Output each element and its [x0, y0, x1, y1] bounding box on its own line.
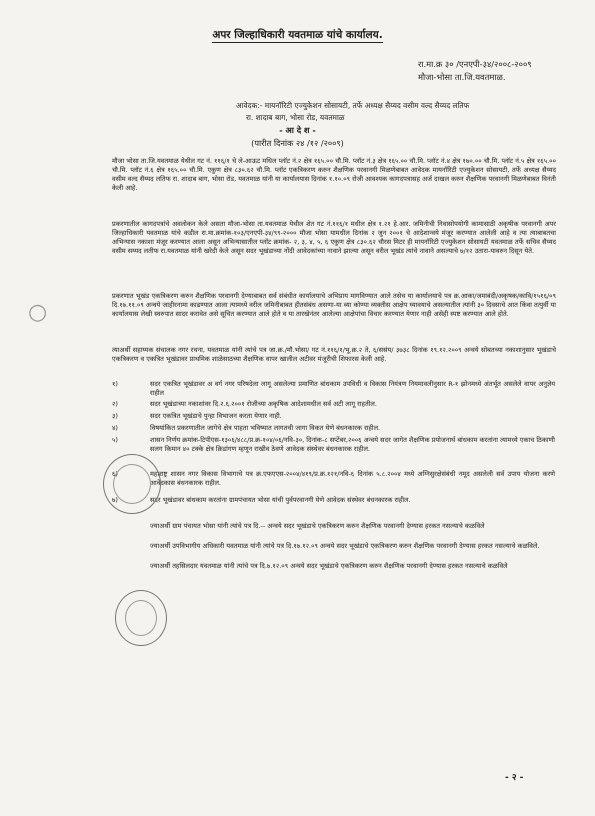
- office-seal-icon: [115, 590, 167, 646]
- condition-text: सदर भूखंडावर बांधकाम करतांना ग्रामपंचायत भोसा यांची पुर्वपरवानगी घेणे आवेदक संस्थेवर बंधनकारक राहील.: [150, 496, 411, 504]
- condition-text: शासन निर्णय क्रमांक-टिपीएस-१३०६/४८८/प्र.क्र-१०४/०६/नवि-३०, दिनांक-८ सप्टेंबर,२००६ अन्वये सदर जागेत शैक्षणिक प्रयोजनार्थ बांधकाम करतांना त्यामध्ये एकाच ठिकाणी सलग किमान ४० टक्के क्षेत्र क्रिडांगण म्हणून राखीव ठेवणे आवेदक संस्थेवर बंधनकारक राहील.: [150, 436, 555, 453]
- condition-number: ४): [112, 424, 118, 432]
- order-title: - आ दे श -: [279, 125, 316, 135]
- paragraph-4: त्याअर्थी सहाय्यक संचालक नगर रचना, यवतमाळ यांनी त्यांचे पत्र जा.क्र./मौ.भोसा/ गट नं.११६/१/भू.क्र.२ ते, ६/ससंय/ ३७३८ दिनांक १९.१२.२००९ अन्वये सोबतच्या नकाशानुसार भूखंडाचे एकत्रिकरण व एकत्रित भूखंडावर प्राथमिक शाळेसाठच्या शैक्षणिक वापर खालील अटीवर मंजूरीची शिफारस केली आहे.: [112, 346, 556, 363]
- office-name: अपर जिल्हाधिकारी यवतमाळ यांचे कार्यालय.: [212, 29, 383, 41]
- condition-text: विषयांकित प्रकरणातील जागेचे क्षेत्र पाहता भविष्यात लागतची जागा विकत घेणे बंधनकारक राहील.: [150, 424, 381, 432]
- applicant-line-2: रा. शादाब बाग, भोसा रोड, यवतमाळ: [246, 112, 345, 122]
- office-seal-icon: [103, 454, 161, 514]
- paragraph-1: मौजा भोसा ता.जि.यवतमाळ येथील गट नं. ११६/१ चे ले-आऊट मधिल प्लॉट नं.२ क्षेत्र १६५.०० चौ.मि. प्लॉट नं.३ क्षेत्र १६५.०० चौ.मि. प्लॉट नं.४ क्षेत्र १७०.०० चौ.मि. प्लॉट नं.५ क्षेत्र १६५.०० चौ.मि. प्लॉट नं.६ क्षेत्र १६५.०० चौ.मि. एकुण क्षेत्र ८३०.६२ चौ.मि. प्लॉट एकत्रिकरण करुन शैक्षणिक परवानगी मिळणेबाबत आवेदक मायनॉरिटी एज्युकेशन सोसायटी, तर्फे अध्यक्ष सैय्यद वसीम वल्द सैय्यद लतिफ रा. शादाब बाग, भोसा रोड, यवतमाळ यांनी या कार्यालयास दिनांक १.१०.०९ रोजी आवश्यक कागदपत्रासह अर्ज दाखल करुन शैक्षणिक परवानगी मिळणेबाबत विनंती केली आहे.: [112, 157, 556, 192]
- reference-number: रा.मा.क्र ३० /एनएपी-३४/२००८-२००९: [418, 59, 532, 69]
- condition-number: ३): [112, 412, 118, 420]
- condition-number: २): [112, 400, 118, 408]
- applicant-line-1: आवेदक:- मायनॉरिटी एज्युकेशन सोसायटी, तर्फे अध्यक्ष सैय्यद वसीम वल्द सैय्यद लतिफ: [236, 101, 470, 110]
- paragraph-2: प्रकरणातील कागदपत्रांचे अवलोकन केले असता मौजा-भोसा ता.यवतमाळ येथील शेत गट नं.११६/१ मधील क्षेत्र १.२१ हे.आर. जमिनीची निवासोपयोगी कामासाठी अकृषीक परवानगी अपर जिल्हाधिकारी यवतमाळ यांचे कडील रा.मा.क्रमांक-१०३/एनएपी-३४/९९-२००० मौजा भोसा यामधील दिनांक २ जुन २००१ चे आदेशान्वये मंजूर करण्यात आलेली आहे व त्या त्याबाबतचा अभिन्यास नकाशा मंजूर करण्यात आला असून अभिन्यासातील प्लॉट क्रमांक- २, ३, ४, ५, ६ एकुण क्षेत्र ८३०.६२ चौरस मिटर ही मायनॉरिटी एज्युकेशन सोसायटी यवतमाळ तर्फे सचिव सैय्यद वसीम सय्यद लतीफ रा.यवतमाळ यांनी खरेदी केले असून सदर भूखंडाच्या नोंदी आवेदकांच्या नावाने झाल्या असून वरील भूखंड त्यांचे नावाने असल्याचे ७/१२ उतारा-यावरुन दिसून येते.: [112, 220, 556, 255]
- closing-2: ज्याअर्थी उपविभागीय अधिकारी यवतमाळ यांनी त्यांचे पत्र दि.१७.१२.०९ अन्वये सदर भूखंडाचे एकत्रिकरण करुन शैक्षणिक परवानगी देण्यास हरकत नसल्याचे कळविले.: [150, 542, 540, 550]
- paragraph-3: प्रकरणात भूखंड एकत्रिकरण करुन शैक्षणिक परवानगी देण्याबाबत सर्व संबंधीत कार्यालयाचे अभिप्राय मागविण्यात आले तसेच या कार्यालयाचे पत्र क्र.आका/जमाबंदी/अकृषक/कावि/१५१६/०९ दि.१७.११.०९ अन्वये जाहीरनामा काढण्यात आला त्यामध्ये वरील जमिनीबाबत हीतसंबंध असणा-या व्या कोण्या व्यक्तीस आक्षेप घ्यावयाचे असल्यातील त्यांनी ३० दिवसाचे आत किंवा तत्पुर्वी या कार्यालयास लेखी स्वरुपात सादर करावेत असे सूचित करण्यात आले होते व या तारखेनंतर आलेल्या आक्षेपांचा विचार करण्यात येणार नाही असेही स्पष्ट करण्यात आले होते.: [112, 292, 556, 318]
- condition-number: ७): [112, 496, 118, 504]
- condition-text: सदर एकत्रित भूखंडावर अ वर्ग नगर परिषदेला लागू असलेल्या प्रमाणित बांधकाम उपविधी व विकास नियंत्रण नियमावलीनुसार R-१ झोनमध्ये अंतर्भूत असलेले वापर अनुज्ञेय राहील: [150, 380, 555, 397]
- reference-block: [418, 58, 532, 84]
- condition-text: सदर भूखंडाच्या नकाशांवर दि.२.६.२००१ रोजीच्या अकृषिक आदेशामधील सर्व अटी लागू राहतील.: [150, 400, 377, 408]
- applicant-block: [236, 100, 536, 123]
- condition-text: महाराष्ट्र शासन नगर विकास विभागाचे पत्र क्र.एफएएस-२००४/४१९/प्र.क्र.१२१/नवि-६ दिनांक ५.८.२००४ मध्ये अग्निसुरक्षेसंबंधी नमूद असलेली सर्व उपाय योजना करणे आवेदकास बंधनकारक राहील.: [150, 470, 555, 487]
- closing-1: ज्याअर्थी ग्राम पंचायत भोसा यांनी त्यांचे पत्र दि.-- अन्वये सदर भूखंडाचे एकत्रिकरण करुन शैक्षणिक परवानगी देण्यास हरकत नसल्याचे कळविले: [150, 522, 485, 530]
- condition-number: १): [112, 380, 118, 388]
- condition-number: ६): [112, 470, 118, 478]
- punch-hole-icon: ○: [28, 300, 48, 325]
- reference-village: मौजा-भोसा ता.जि.यवतमाळ.: [418, 72, 506, 82]
- closing-3: ज्याअर्थी तहसिलदार यवतमाळ यांनी त्यांचे पत्र दि.७.१२.०९ अन्वये सदर भूखंडाचे एकत्रिकरण करुन शैक्षणिक परवानगी देण्यास हरकत नसल्याचे कळविले: [150, 562, 508, 570]
- page-number: - २ -: [505, 773, 524, 783]
- condition-number: ५): [112, 436, 118, 444]
- condition-text: सदर एकत्रित भूखंडाचे पुन्हा विभाजन करता येणार नाही.: [150, 412, 282, 420]
- office-header: [0, 28, 595, 42]
- order-date: (पारीत दिनांक २४ /१२ /२००९): [251, 138, 344, 148]
